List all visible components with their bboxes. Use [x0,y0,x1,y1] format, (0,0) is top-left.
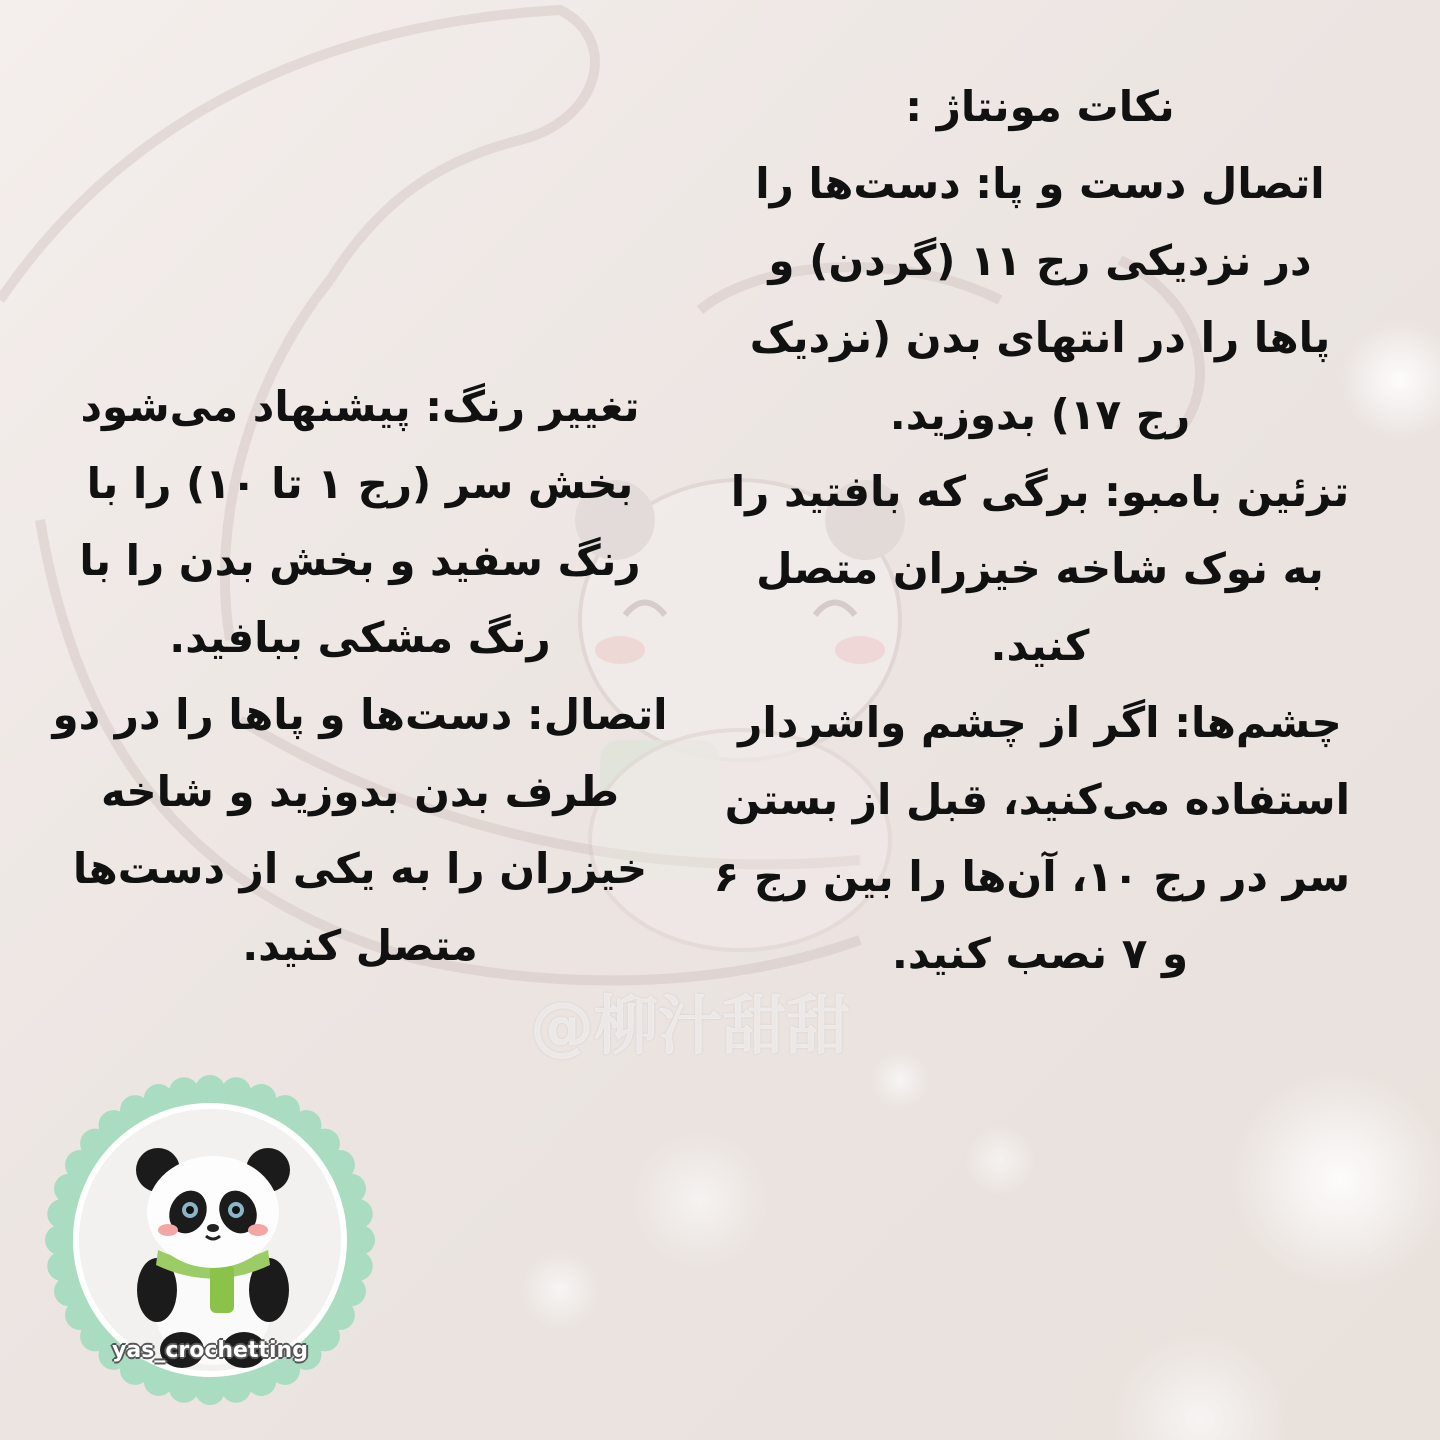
assembly-note-line: کنید. [990,621,1090,670]
assembly-note-line: نکات مونتاژ : [905,82,1175,131]
color-note-line: طرف بدن بدوزید و شاخه [100,767,620,816]
color-note-line: بخش سر (رج ۱ تا ۱۰) را با [86,459,634,508]
color-note-line: خیزران را به یکی از دست‌ها [72,844,648,893]
color-note-line: رنگ سفید و بخش بدن را با [79,536,641,585]
badge-username: yas_crochetting [112,1338,308,1363]
assembly-note-line: تزئین بامبو: برگی که بافتید را [730,467,1350,516]
panda-amigurumi-icon [30,1060,390,1420]
assembly-note-line: استفاده می‌کنید، قبل از بستن [724,775,1350,824]
watermark-text: @柳汁甜甜 [530,990,850,1064]
color-note-line: رنگ مشکی ببافید. [169,613,551,662]
assembly-note-line: پاها را در انتهای بدن (نزدیک [749,313,1331,362]
color-note-line: متصل کنید. [242,921,478,970]
assembly-note-line: به نوک شاخه خیزران متصل [756,544,1324,593]
assembly-note-line: در نزدیکی رج ۱۱ (گردن) و [768,236,1312,285]
color-change-notes-block [50,368,670,984]
assembly-note-line: اتصال دست و پا: دست‌ها را [755,159,1325,208]
color-note-line: تغییر رنگ: پیشنهاد می‌شود [80,382,640,431]
color-note-line: اتصال: دست‌ها و پاها را در دو [52,690,668,739]
assembly-notes-block [713,68,1350,992]
assembly-note-line: چشم‌ها: اگر از چشم واشردار [738,698,1342,747]
assembly-note-line: رج ۱۷) بدوزید. [889,390,1191,439]
assembly-note-line: و ۷ نصب کنید. [891,929,1189,978]
assembly-note-line: سر در رج ۱۰، آن‌ها را بین رج ۶ [713,852,1350,901]
